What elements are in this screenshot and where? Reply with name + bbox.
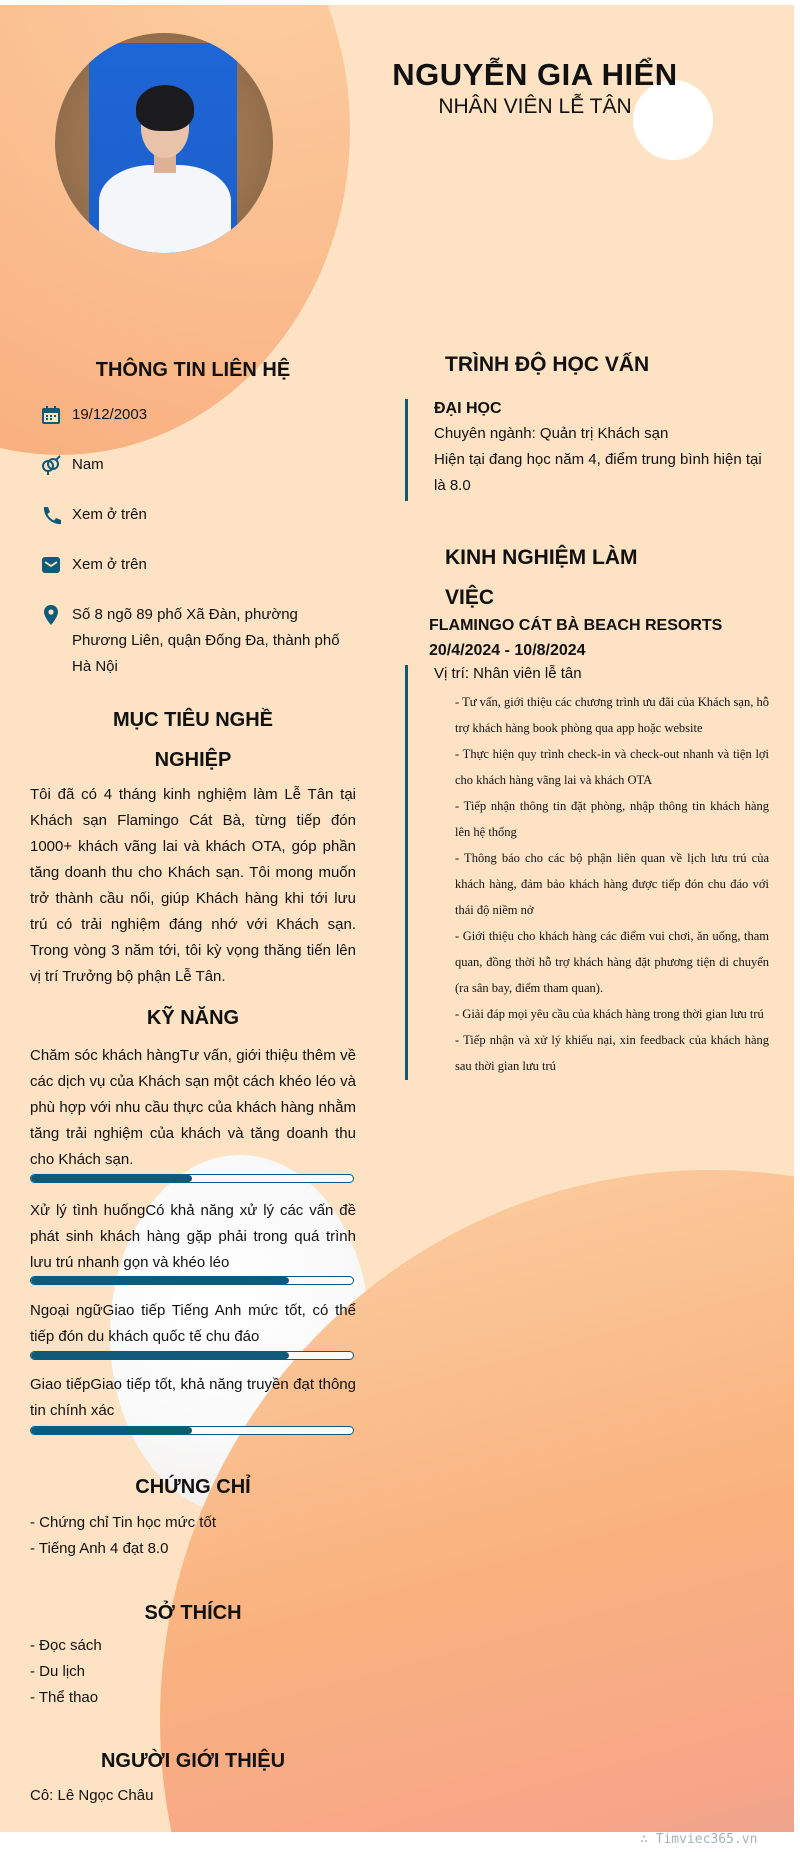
objective-title-line2: NGHIỆP (154, 749, 232, 771)
contact-gender (40, 452, 342, 478)
candidate-role: NHÂN VIÊN LỄ TÂN (438, 95, 632, 118)
skill-item-4: Giao tiếpGiao tiếp tốt, khả năng truyền đạt thông tin chính xác (30, 1376, 356, 1419)
hobby-item: - Thể thao (30, 1689, 99, 1706)
hobby-item: - Du lịch (30, 1663, 86, 1680)
education-level: ĐẠI HỌC (434, 400, 502, 417)
skill-bar-fill (31, 1427, 192, 1434)
experience-timeline-line (405, 665, 408, 1080)
contact-email (40, 552, 342, 578)
reference-title: NGƯỜI GIỚI THIỆU (100, 1750, 286, 1772)
objective-title-wrap (30, 700, 356, 780)
location-icon (40, 604, 62, 626)
avatar-photo (89, 43, 237, 253)
watermark: ∴ Timviec365.vn (640, 1832, 758, 1847)
experience-company: FLAMINGO CÁT BÀ BEACH RESORTS (429, 617, 723, 634)
email-icon (40, 554, 62, 576)
duty-item: - Giải đáp mọi yêu cầu của khách hàng trong thời gian lưu trú (455, 1007, 764, 1021)
gender-text: Nam (72, 456, 104, 473)
education-detail: Hiện tại đang học năm 4, điểm trung bình hiện tại là 8.0 (434, 451, 762, 494)
hobby-item: - Đọc sách (30, 1637, 102, 1654)
experience-header (429, 613, 789, 663)
avatar (55, 33, 273, 253)
skill-bar-fill (31, 1175, 192, 1182)
calendar-icon (40, 404, 62, 426)
skill-item-2: Xử lý tình huốngCó khả năng xử lý các vấn đề phát sinh khách hàng gặp phải trong quá trình lưu trú nhanh gọn và khéo léo (30, 1202, 356, 1271)
objective-title-line1: MỤC TIÊU NGHỀ (113, 709, 273, 731)
hobbies-title: SỞ THÍCH (144, 1602, 242, 1624)
phone-text: Xem ở trên (72, 506, 147, 523)
skill-bar-1 (30, 1174, 356, 1183)
objective-text: Tôi đã có 4 tháng kinh nghiệm làm Lễ Tân tại Khách sạn Flamingo Cát Bà, từng tiếp đón 1000+ khách vãng lai và khách OTA, góp phần tăng doanh thu cho Khách sạn. Tôi mong muốn trở thành cầu nối, giúp Khách hàng khi tới lưu trú có trải nghiệm đáng nhớ với Khách sạn. Trong vòng 3 năm tới, tôi kỳ vọng thăng tiến lên vị trí Trưởng bộ phận Lễ Tân. (30, 786, 356, 985)
contact-address (40, 602, 352, 680)
skills-title-wrap (30, 998, 356, 1038)
education-title: TRÌNH ĐỘ HỌC VẤN (445, 353, 650, 376)
education-block (434, 400, 769, 499)
candidate-name: NGUYỄN GIA HIỂN (392, 57, 678, 92)
reference-text: Cô: Lê Ngọc Châu (30, 1787, 154, 1804)
duty-item: - Tiếp nhận và xử lý khiếu nại, xin feedback của khách hàng sau thời gian lưu trú (455, 1033, 769, 1073)
education-major: Chuyên ngành: Quản trị Khách sạn (434, 425, 669, 442)
duty-item: - Thực hiện quy trình check-in và check-out nhanh và tiện lợi cho khách hàng vãng lai và khách OTA (455, 747, 769, 787)
skills-title: KỸ NĂNG (146, 1007, 240, 1029)
experience-title: KINH NGHIỆM LÀM VIỆC (445, 546, 638, 609)
skill-item-1: Chăm sóc khách hàngTư vấn, giới thiệu thêm về các dịch vụ của Khách sạn một cách khéo léo và phù hợp với nhu cầu thực của khách hàng nhằm tăng trải nghiệm của khách và tăng doanh thu cho Khách sạn. (30, 1047, 356, 1168)
gender-icon (40, 454, 62, 476)
experience-duties (455, 689, 769, 1079)
contact-birthdate (40, 402, 342, 428)
certificate-item: - Chứng chỉ Tin học mức tốt (30, 1514, 216, 1531)
certificates-list (30, 1510, 356, 1562)
skill-bar-4 (30, 1426, 356, 1435)
contact-phone (40, 502, 342, 528)
birthdate-text: 19/12/2003 (72, 406, 148, 423)
education-timeline-line (405, 399, 408, 501)
skill-bar-fill (31, 1352, 289, 1359)
name-block (380, 57, 690, 119)
phone-icon (40, 504, 62, 526)
certificates-title-wrap (30, 1467, 356, 1507)
experience-period: 20/4/2024 - 10/8/2024 (429, 642, 586, 659)
duty-item: - Giới thiệu cho khách hàng các điểm vui chơi, ăn uống, tham quan, đồng thời hỗ trợ khách hàng đặt phương tiện di chuyển (ra sân bay, điểm tham quan). (455, 929, 769, 995)
skill-bar-2 (30, 1276, 356, 1285)
skill-item-3: Ngoại ngữGiao tiếp Tiếng Anh mức tốt, có thể tiếp đón du khách quốc tế chu đáo (30, 1302, 356, 1345)
contact-title: THÔNG TIN LIÊN HỆ (95, 359, 291, 381)
hobbies-title-wrap (30, 1593, 356, 1633)
duty-item: - Tư vấn, giới thiệu các chương trình ưu đãi của Khách sạn, hỗ trợ khách hàng book phòng qua app hoặc website (455, 695, 769, 735)
address-text: Số 8 ngõ 89 phố Xã Đàn, phường Phương Liên, quận Đống Đa, thành phố Hà Nội (72, 606, 340, 675)
skill-bar-3 (30, 1351, 356, 1360)
skill-bar-fill (31, 1277, 289, 1284)
experience-position: Vị trí: Nhân viên lễ tân (434, 665, 582, 682)
cv-page (0, 5, 794, 1832)
certificates-title: CHỨNG CHỈ (135, 1476, 251, 1498)
reference-title-wrap (30, 1741, 356, 1781)
certificate-item: - Tiếng Anh 4 đạt 8.0 (30, 1540, 169, 1557)
duty-item: - Thông báo cho các bộ phận liên quan về lịch lưu trú của khách hàng, đảm bảo khách hàng được tiếp đón chu đáo với thái độ niềm nở (455, 851, 769, 917)
email-text: Xem ở trên (72, 556, 147, 573)
duty-item: - Tiếp nhận thông tin đặt phòng, nhập thông tin khách hàng lên hệ thống (455, 799, 769, 839)
contact-title-wrap (30, 350, 356, 390)
hobbies-list (30, 1633, 356, 1711)
